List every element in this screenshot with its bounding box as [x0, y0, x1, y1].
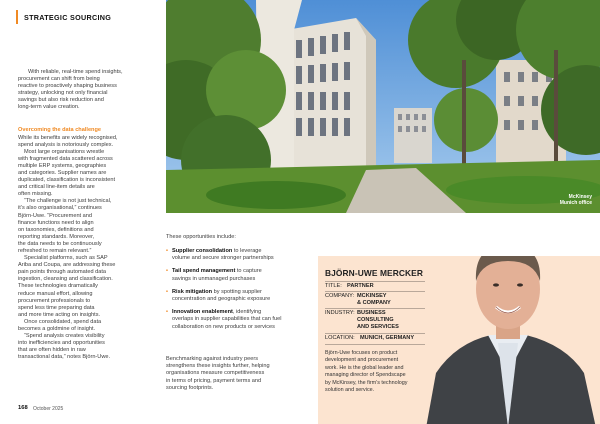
bullet-text: by spotting supplier: [212, 288, 262, 295]
profile-name: BJÖRN-UWE MERCKER: [325, 268, 424, 278]
profile-card: [318, 256, 600, 424]
profile-label: TITLE:: [325, 283, 342, 289]
text-line: procurement can shift from being: [18, 76, 100, 83]
text-line: Björn-Uwe focuses on product: [325, 350, 398, 356]
profile-bio: [325, 350, 425, 394]
text-line: “The challenge is not just technical,: [24, 198, 112, 205]
text-line: work. He is the global leader and: [325, 364, 404, 371]
bullet-text: savings in unmanaged purchases: [172, 275, 256, 282]
text-line: development and procurement: [325, 357, 399, 364]
text-line: long-term value creation.: [18, 104, 80, 111]
text-line: becomes a goldmine of insight.: [18, 326, 96, 333]
profile-company-row: [325, 291, 425, 308]
office-illustration: [166, 0, 600, 213]
article-body: [18, 135, 143, 362]
bullet-text: overlaps in supplier capabilities that can fuel: [172, 316, 282, 323]
text-line: Once consolidated, spend data: [24, 318, 102, 325]
text-line: solution and service.: [325, 387, 375, 394]
text-line: and categories. Supplier names are: [18, 169, 107, 176]
text-line: transactional data,” notes Björn-Uwe.: [18, 354, 111, 361]
text-line: procurement professionals to: [18, 297, 91, 304]
text-line: Benchmarking against industry peers: [166, 356, 259, 362]
text-line: Most large organisations wrestle: [24, 148, 105, 155]
profile-value: & COMPANY: [357, 300, 391, 306]
text-line: and critical line-item details are: [18, 184, 95, 191]
bullet-text: to leverage: [232, 248, 262, 254]
article-intro: [18, 69, 138, 112]
profile-value: MCKINSEY: [357, 293, 387, 299]
bullet-text: to capture: [235, 268, 262, 275]
opportunities-list: [166, 248, 306, 337]
photo-caption: [560, 194, 592, 206]
text-line: strengthens these insights further, helping: [166, 363, 270, 370]
text-line: multiple ERP systems, geographies: [18, 162, 107, 169]
text-line: ingestion, cleansing and classification.: [18, 276, 113, 283]
text-line: “Spend analysis creates visibility: [24, 333, 105, 340]
office-photo: [166, 0, 600, 213]
bullet-text: concentration and geographic exposure: [172, 296, 271, 303]
text-line: strategy, unlocking not only financial: [18, 90, 108, 97]
opportunities-intro: These opportunities include:: [166, 234, 236, 240]
text-line: reporting standards. Moreover,: [18, 233, 95, 240]
text-line: by McKinsey, the firm’s technology: [325, 379, 408, 386]
text-line: into inefficiencies and opportunities: [18, 340, 105, 347]
bullet-text: collaboration on new products or services: [172, 323, 275, 330]
text-line: While its benefits are widely recognised,: [18, 134, 118, 141]
bullet-icon: •: [166, 288, 168, 295]
text-line: spend less time preparing data: [18, 304, 95, 311]
profile-value: MUNICH, GERMANY: [360, 335, 415, 341]
bullet-icon: •: [166, 309, 168, 316]
bullet-heading: Innovation enablement: [172, 309, 233, 316]
list-item: [166, 268, 306, 282]
text-line: organisations measure competitiveness: [166, 370, 265, 377]
article-subheading: Overcoming the data challenge: [18, 127, 101, 133]
profile-location-row: [325, 333, 425, 345]
text-line: pain points through automated data: [18, 269, 107, 276]
text-line: it’s also organisational,” continues: [18, 205, 102, 212]
text-line: reactive to proactively shaping business: [18, 83, 117, 90]
text-line: often missing.: [18, 191, 53, 198]
text-line: finance functions need to align: [18, 219, 94, 226]
bullet-heading: Tail spend management: [172, 268, 236, 275]
text-line: Björn-Uwe. “Procurement and: [18, 212, 92, 219]
profile-value: PARTNER: [347, 283, 374, 289]
profile-label: LOCATION:: [325, 335, 355, 341]
closing-paragraph: [166, 356, 306, 392]
issue-date: October 2025: [33, 405, 64, 412]
text-line: savings but also risk reduction and: [18, 97, 104, 104]
text-line: These technologies dramatically: [18, 283, 98, 290]
profile-title-row: [325, 281, 425, 291]
bullet-icon: •: [166, 248, 168, 254]
list-item: [166, 309, 306, 331]
section-title: STRATEGIC SOURCING: [24, 13, 112, 22]
text-line: the data needs to be continuously: [18, 240, 102, 247]
text-line: managing director of Spendscape: [325, 372, 406, 379]
bullet-heading: Risk mitigation: [172, 288, 213, 295]
profile-label: INDUSTRY:: [325, 310, 355, 316]
text-line: and more time acting on insights.: [18, 311, 101, 318]
text-line: With reliable, real-time spend insights,: [28, 69, 123, 75]
profile-value: BUSINESS: [357, 310, 386, 316]
text-line: refreshed to remain relevant.”: [18, 248, 92, 254]
profile-value: CONSULTING: [357, 317, 394, 323]
text-line: that are often hidden in raw: [18, 347, 86, 354]
profile-value: AND SERVICES: [357, 324, 399, 330]
text-line: in terms of pricing, payment terms and: [166, 377, 262, 384]
bullet-icon: •: [166, 268, 168, 275]
text-line: duplicated, classification is inconsistent: [18, 177, 116, 184]
text-line: Specialist platforms, such as SAP: [24, 255, 108, 262]
section-accent-bar: [16, 10, 18, 24]
text-line: with fragmented data scattered across: [18, 155, 113, 162]
bullet-text: , identifying: [232, 309, 262, 316]
list-item: [166, 248, 306, 262]
text-line: reduce manual effort, allowing: [18, 290, 93, 297]
bullet-text: volume and secure stronger partnerships: [172, 255, 274, 262]
portrait-photo: [416, 256, 600, 424]
text-line: Ariba and Coupa, are addressing these: [18, 262, 116, 269]
caption-line: McKinsey: [568, 194, 592, 200]
bullet-heading: Supplier consolidation: [172, 248, 233, 254]
profile-label: COMPANY:: [325, 293, 355, 299]
text-line: on taxonomies, definitions and: [18, 226, 94, 233]
page-number: 168: [18, 405, 28, 411]
text-line: sourcing footprints.: [166, 384, 214, 391]
list-item: [166, 289, 306, 303]
profile-industry-row: [325, 308, 425, 333]
text-line: spend analysis is notoriously complex.: [18, 141, 114, 148]
caption-line: Munich office: [559, 200, 592, 206]
